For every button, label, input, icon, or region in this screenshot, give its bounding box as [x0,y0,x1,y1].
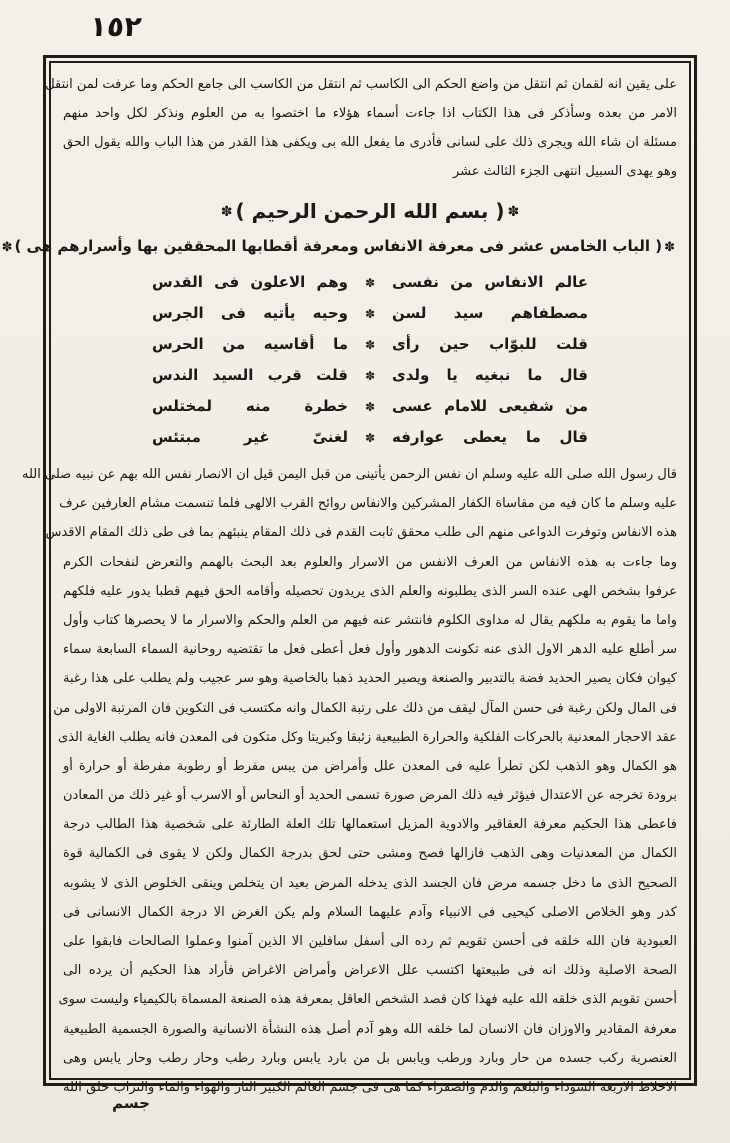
hemistich-second: ما أقاسيه من الحرس [152,335,348,353]
hemistich-second: لغنىّ غير مبتئس [152,428,348,446]
prose-line: فى المال ولكن رغبة فى حسن المآل ليقف من ذلك على رتبة الكمال وانه مكتسب فى التكوين فان المرتبة الاولى من [53,700,677,716]
basmala-text: ( بسم الله الرحمن الرحيم ) [235,199,505,223]
hemistich-first: مصطفاهم سيد لسن [392,304,588,322]
prose-line: الصحيح الذى ما دخل جسمه مرض فان الجسد الذى يدخله المرض بعيد ان يتخلص وينقى الخلوص الذى لا يشوبه [63,875,677,891]
intro-line: على يقين انه لقمان ثم انتقل من واضع الحكم الى الكاسب ثم انتقل من الكاسب الى جامع الحكم وما عرفت لمن انتقل [45,77,677,92]
prose-line: كيوان فكان يصير الحديد فضة بالتدبير والصنعة ويصير الحديد ذهبا بالخاصية وهو سر عجيب ولم يطلب على هذا رغبة [63,671,677,687]
chapter-heading [1,231,677,261]
intro-line-end-of-part: وهو يهدى السبيل انتهى الجزء الثالث عشر [452,164,677,179]
prose-line: العبودية فان الله خلقه فى أحسن تقويم ثم رده الى أسفل سافلين الا الذين آمنوا وعملوا الصالحات فابقوا على [63,934,677,949]
prose-line: الاخلاط الاربعة السوداء والبلغم والدم والصفراء كما هى فى جسم العالم الكبير النار والهواء والماء والتراب خلق الله [63,1079,677,1095]
hemistich-second: وهم الاعلون فى القدس [152,273,348,291]
ornament-star-icon: ✽ [664,240,675,255]
page-border-frame [1,55,697,1095]
prose-line: الصحة الاصلية وذلك انه فى طبيعتها اكتسب علل الاعراض وأمراض الاغراض فأراد هذا الحكيم أن يرده الى [63,963,677,979]
prose-line: وما جاءت به هذه الانفاس من العرف الانفس من الاسرار والعلوم بعد البحث بالهمم والتعرض لنفحات الكرم [63,554,677,570]
catchword: جسم [112,1094,150,1112]
intro-line: مسئلة ان شاء الله ويجرى ذلك على لسانى فأدرى ما يفعل الله بى ويكفى هذا القدر من هذا الباب والله يقول الحق [63,135,677,150]
hemistich-first: قال ما نبغيه يا ولدى [392,366,588,384]
poem-verse [152,391,588,422]
prose-line: عرفوا بشخص الهى عنده السر الذى يطلبونه والعلم الذى يريدون تحصيله وأقامه الحق فيهم قطبا يدور عليه فلكهم [63,583,677,599]
verse-separator-icon: ✽ [364,307,376,321]
ornament-star-icon: ✽ [507,204,520,220]
poem-verse [152,422,588,453]
poem-verse [152,360,588,391]
poem-verse [152,329,588,360]
ornament-star-icon: ✽ [220,204,233,220]
prose-line: هذه الانفاس وتوفرت الدواعى منهم الى طلب محقق ثابت القدم فى ذلك المقام ينبئهم بما فى طى ذلك المقام الاقدس [45,525,677,541]
prose-line: كدر وهو الخلاص الاصلى كيحيى فى الانبياء وآدم عليهما السلام ولم يكن الغرض الا درجة الكمال الانسانى فى [63,904,677,920]
hemistich-first: عالم الانفاس من نفسى [392,273,588,291]
verse-separator-icon: ✽ [364,338,376,352]
basmala-line [63,195,677,227]
hemistich-second: خطرة منه لمختلس [152,397,348,415]
page-content-area [1,61,691,1095]
prose-line: قال رسول الله صلى الله عليه وسلم ان نفس الرحمن يأتينى من قبل اليمن قيل ان الانصار نفس الله بهم عن نبيه صلى الله [22,467,677,482]
poem-verse [152,267,588,298]
hemistich-first: من شفيعى للامام عسى [392,397,588,415]
hemistich-first: قلت للبوّاب حين رأى [392,335,588,353]
prose-line: هو الكمال وهو الذهب لكن تطرأ عليه فى المعدن علل وأمراض من يبس مفرط أو رطوبة مفرطة أو حرارة أو [63,758,677,774]
prose-line: أحسن تقويم الذى خلقه الله عليه فهذا كان قصد الشخص العاقل بمعرفة هذه الصنعة المسماة بالكيمياء وليست سوى [58,992,677,1008]
prose-line: برودة تخرجه عن الاعتدال فيؤثر فيه ذلك المرض صورة تسمى الحديد أو النحاس أو الاسرب أو غير ذلك من المعادن [63,788,677,804]
intro-line: الامر من بعده وسأذكر فى هذا الكتاب اذا جاءت أسماء هؤلاء ما اختصوا به من العلوم ونذكر لكل واحد منهم [63,106,677,121]
page-number: ١٥٢ [88,10,144,43]
verse-separator-icon: ✽ [364,369,376,383]
ornament-star-icon: ✽ [1,240,13,255]
poem-block [152,267,588,453]
intro-paragraph [45,70,677,186]
prose-line: معرفة المقادير والاوزان فان الانسان لما خلقه الله وهو آدم أصل هذه النشأة الانسانية والصورة الجسمية الطبيعية [63,1021,677,1037]
prose-line: فاعطى هذا الحكيم معرفة العقاقير والادوية المزيل استعمالها تلك العلة الطارئة على شخصية هذا الطالب درجة [63,817,677,833]
main-prose [22,460,677,1102]
verse-separator-icon: ✽ [364,431,376,445]
prose-line: واما ما يقوم به ملكهم يقال له مداوى الكلوم فانتشر عنه فيهم من العلم والحكم والاسرار ما لا يحصرها كتاب وأول [63,612,677,628]
hemistich-second: قلت قرب السيد الندس [152,366,348,384]
hemistich-first: قال ما يعطى عوارفه [392,428,588,446]
prose-line: العنصرية ركب جسده من حار وبارد ورطب ويابس بل من بارد يابس وبارد رطب وحار رطب وحار يابس وهى [63,1050,677,1066]
poem-verse [152,298,588,329]
verse-separator-icon: ✽ [364,400,376,414]
chapter-heading-text: ( الباب الخامس عشر فى معرفة الانفاس ومعرفة أقطابها المحققين بها وأسرارهم هى ) [14,237,663,255]
scanned-book-page [1,0,730,1143]
prose-line: سر أطلع عليه الدهر الاول الذى عنه تكونت الدهور وأول فعل أعطى فعل ما تقتضيه روحانية السماء السابعة سماء [63,642,677,658]
prose-line: عقد الاحجار المعدنية بالحركات الفلكية والحرارة الطبيعية زئبقا وكبريتا وكل متكون فى المعدن فانه يطلب الغاية الذى [58,729,677,745]
prose-line: عليه وسلم ما كان فيه من مقاساة الكفار المشركين والانفاس روائح القرب الالهى فلما تنسمت مشام العارفين عرف [59,496,677,512]
prose-line: الكمال من المعدنيات وهى الذهب فازالها فصح ومشى حتى لحق بدرجة الكمال ولكن لا يقوى فى الكمالية قوة [63,846,677,862]
verse-separator-icon: ✽ [364,276,376,290]
hemistich-second: وحيه يأتيه فى الجرس [152,304,348,322]
